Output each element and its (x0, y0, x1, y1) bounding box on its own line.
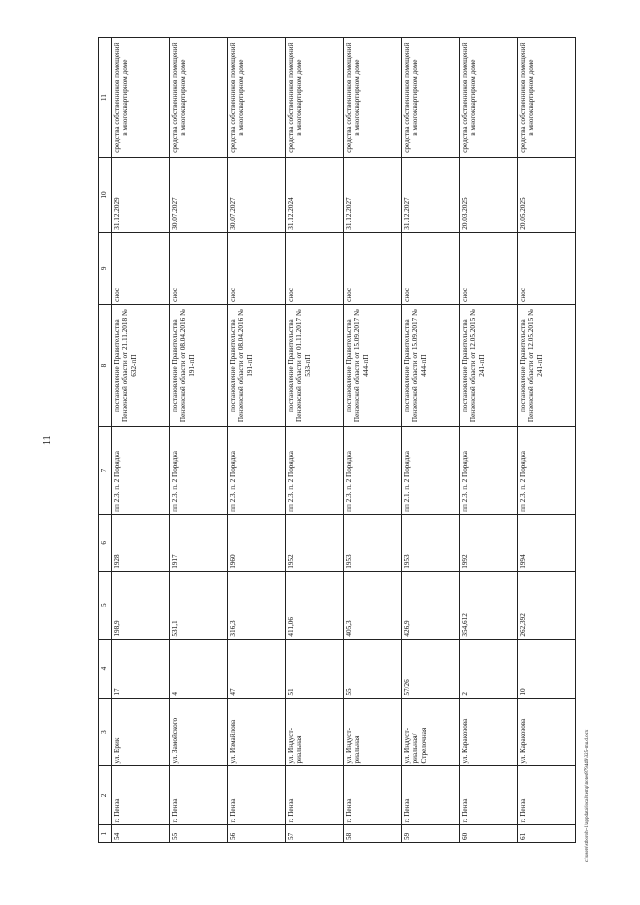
cell-house: 4 (170, 639, 228, 698)
cell-house: 47 (228, 639, 286, 698)
housing-table (98, 37, 576, 843)
cell-house: 2 (460, 639, 518, 698)
cell-date: 31.12.2029 (112, 158, 170, 232)
column-header: 9 (99, 232, 112, 304)
cell-doc: постановление Правительства Пензенской области от 15.09.2017 № 444-пП (344, 304, 402, 427)
cell-n: 60 (460, 825, 518, 843)
cell-house: 51 (286, 639, 344, 698)
cell-doc: постановление Правительства Пензенской области от 21.11.2018 № 632-пП (112, 304, 170, 427)
column-header: 11 (99, 38, 112, 158)
column-header: 6 (99, 514, 112, 571)
cell-doc: постановление Правительства Пензенской области от 08.04.2016 № 191-пП (170, 304, 228, 427)
cell-measure: снос (286, 232, 344, 304)
cell-date: 20.05.2025 (518, 158, 576, 232)
column-header: 3 (99, 698, 112, 766)
cell-source: средства собственников помещений в многоквартирном доме (228, 38, 286, 158)
column-header: 7 (99, 427, 112, 515)
column-header: 8 (99, 304, 112, 427)
column-header: 5 (99, 571, 112, 639)
cell-street: ул. Ерик (112, 698, 170, 766)
cell-doc: постановление Правительства Пензенской области от 15.09.2017 № 444-пП (402, 304, 460, 427)
cell-year: 1992 (460, 514, 518, 571)
cell-date: 31.12.2024 (286, 158, 344, 232)
header-row (99, 38, 112, 843)
cell-area: 531,1 (170, 571, 228, 639)
cell-source: средства собственников помещений в многоквартирном доме (518, 38, 576, 158)
cell-clause: пп 2.3. п. 2 Порядка (460, 427, 518, 515)
cell-year: 1994 (518, 514, 576, 571)
column-header: 2 (99, 766, 112, 825)
page-number: 11 (42, 435, 53, 445)
footer-path: c:\users\stboroh~1\appdata\local\temp\notes879449\325-mu.d.ocx (585, 729, 590, 862)
cell-measure: снос (170, 232, 228, 304)
cell-date: 30.07.2027 (228, 158, 286, 232)
cell-measure: снос (402, 232, 460, 304)
cell-city: г. Пенза (112, 766, 170, 825)
cell-house: 10 (518, 639, 576, 698)
cell-city: г. Пенза (170, 766, 228, 825)
column-header: 10 (99, 158, 112, 232)
cell-street: ул. Индуст- риальная/ Стрелочная (402, 698, 460, 766)
cell-source: средства собственников помещений в многоквартирном доме (170, 38, 228, 158)
cell-source: средства собственников помещений в многоквартирном доме (344, 38, 402, 158)
cell-doc: постановление Правительства Пензенской области от 08.04.2016 № 191-пП (228, 304, 286, 427)
cell-area: 262,392 (518, 571, 576, 639)
cell-street: ул. Индуст- риальная (286, 698, 344, 766)
cell-year: 1952 (286, 514, 344, 571)
cell-street: ул. Замойского (170, 698, 228, 766)
cell-doc: постановление Правительства Пензенской области от 12.05.2015 № 241-пП (518, 304, 576, 427)
cell-n: 56 (228, 825, 286, 843)
cell-clause: пп 2.3. п. 2 Порядка (344, 427, 402, 515)
cell-measure: снос (344, 232, 402, 304)
cell-city: г. Пенза (460, 766, 518, 825)
cell-city: г. Пенза (402, 766, 460, 825)
table-row (344, 38, 402, 843)
cell-n: 61 (518, 825, 576, 843)
table-row (286, 38, 344, 843)
cell-house: 55 (344, 639, 402, 698)
cell-area: 198,9 (112, 571, 170, 639)
cell-area: 426,9 (402, 571, 460, 639)
cell-clause: пп 2.3. п. 2 Порядка (518, 427, 576, 515)
cell-street: ул. Измайлова (228, 698, 286, 766)
cell-n: 59 (402, 825, 460, 843)
cell-measure: снос (112, 232, 170, 304)
table-row (518, 38, 576, 843)
cell-measure: снос (228, 232, 286, 304)
cell-source: средства собственников помещений в многоквартирном доме (460, 38, 518, 158)
cell-year: 1960 (228, 514, 286, 571)
table-row (112, 38, 170, 843)
cell-year: 1953 (344, 514, 402, 571)
cell-date: 31.12.2027 (344, 158, 402, 232)
cell-clause: пп 2.3. п. 2 Порядка (286, 427, 344, 515)
table-row (460, 38, 518, 843)
table-container (98, 37, 606, 843)
cell-date: 20.03.2025 (460, 158, 518, 232)
column-header: 4 (99, 639, 112, 698)
cell-source: средства собственников помещений в многоквартирном доме (112, 38, 170, 158)
cell-doc: постановление Правительства Пензенской области от 01.11.2017 № 533-пП (286, 304, 344, 427)
cell-source: средства собственников помещений в многоквартирном доме (402, 38, 460, 158)
cell-area: 405,3 (344, 571, 402, 639)
cell-n: 57 (286, 825, 344, 843)
column-header: 1 (99, 825, 112, 843)
cell-area: 354,612 (460, 571, 518, 639)
cell-city: г. Пенза (344, 766, 402, 825)
cell-street: ул. Каракозова (518, 698, 576, 766)
cell-clause: пп 2.3. п. 2 Порядка (112, 427, 170, 515)
cell-year: 1928 (112, 514, 170, 571)
cell-area: 316,3 (228, 571, 286, 639)
cell-area: 411,06 (286, 571, 344, 639)
cell-measure: снос (518, 232, 576, 304)
cell-measure: снос (460, 232, 518, 304)
table-row (170, 38, 228, 843)
cell-doc: постановление Правительства Пензенской области от 12.05.2015 № 241-пП (460, 304, 518, 427)
cell-street: ул. Индуст- риальная (344, 698, 402, 766)
cell-house: 57/26 (402, 639, 460, 698)
table-row (402, 38, 460, 843)
cell-city: г. Пенза (518, 766, 576, 825)
cell-source: средства собственников помещений в многоквартирном доме (286, 38, 344, 158)
cell-n: 58 (344, 825, 402, 843)
cell-year: 1953 (402, 514, 460, 571)
cell-city: г. Пенза (228, 766, 286, 825)
cell-clause: пп 2.3. п. 2 Порядка (228, 427, 286, 515)
cell-date: 30.07.2027 (170, 158, 228, 232)
cell-city: г. Пенза (286, 766, 344, 825)
cell-clause: пп 2.1. п. 2 Порядка (402, 427, 460, 515)
cell-clause: пп 2.3. п. 2 Порядка (170, 427, 228, 515)
cell-date: 31.12.2027 (402, 158, 460, 232)
cell-house: 17 (112, 639, 170, 698)
cell-year: 1917 (170, 514, 228, 571)
cell-street: ул. Каракозова (460, 698, 518, 766)
table-row (228, 38, 286, 843)
cell-n: 55 (170, 825, 228, 843)
cell-n: 54 (112, 825, 170, 843)
